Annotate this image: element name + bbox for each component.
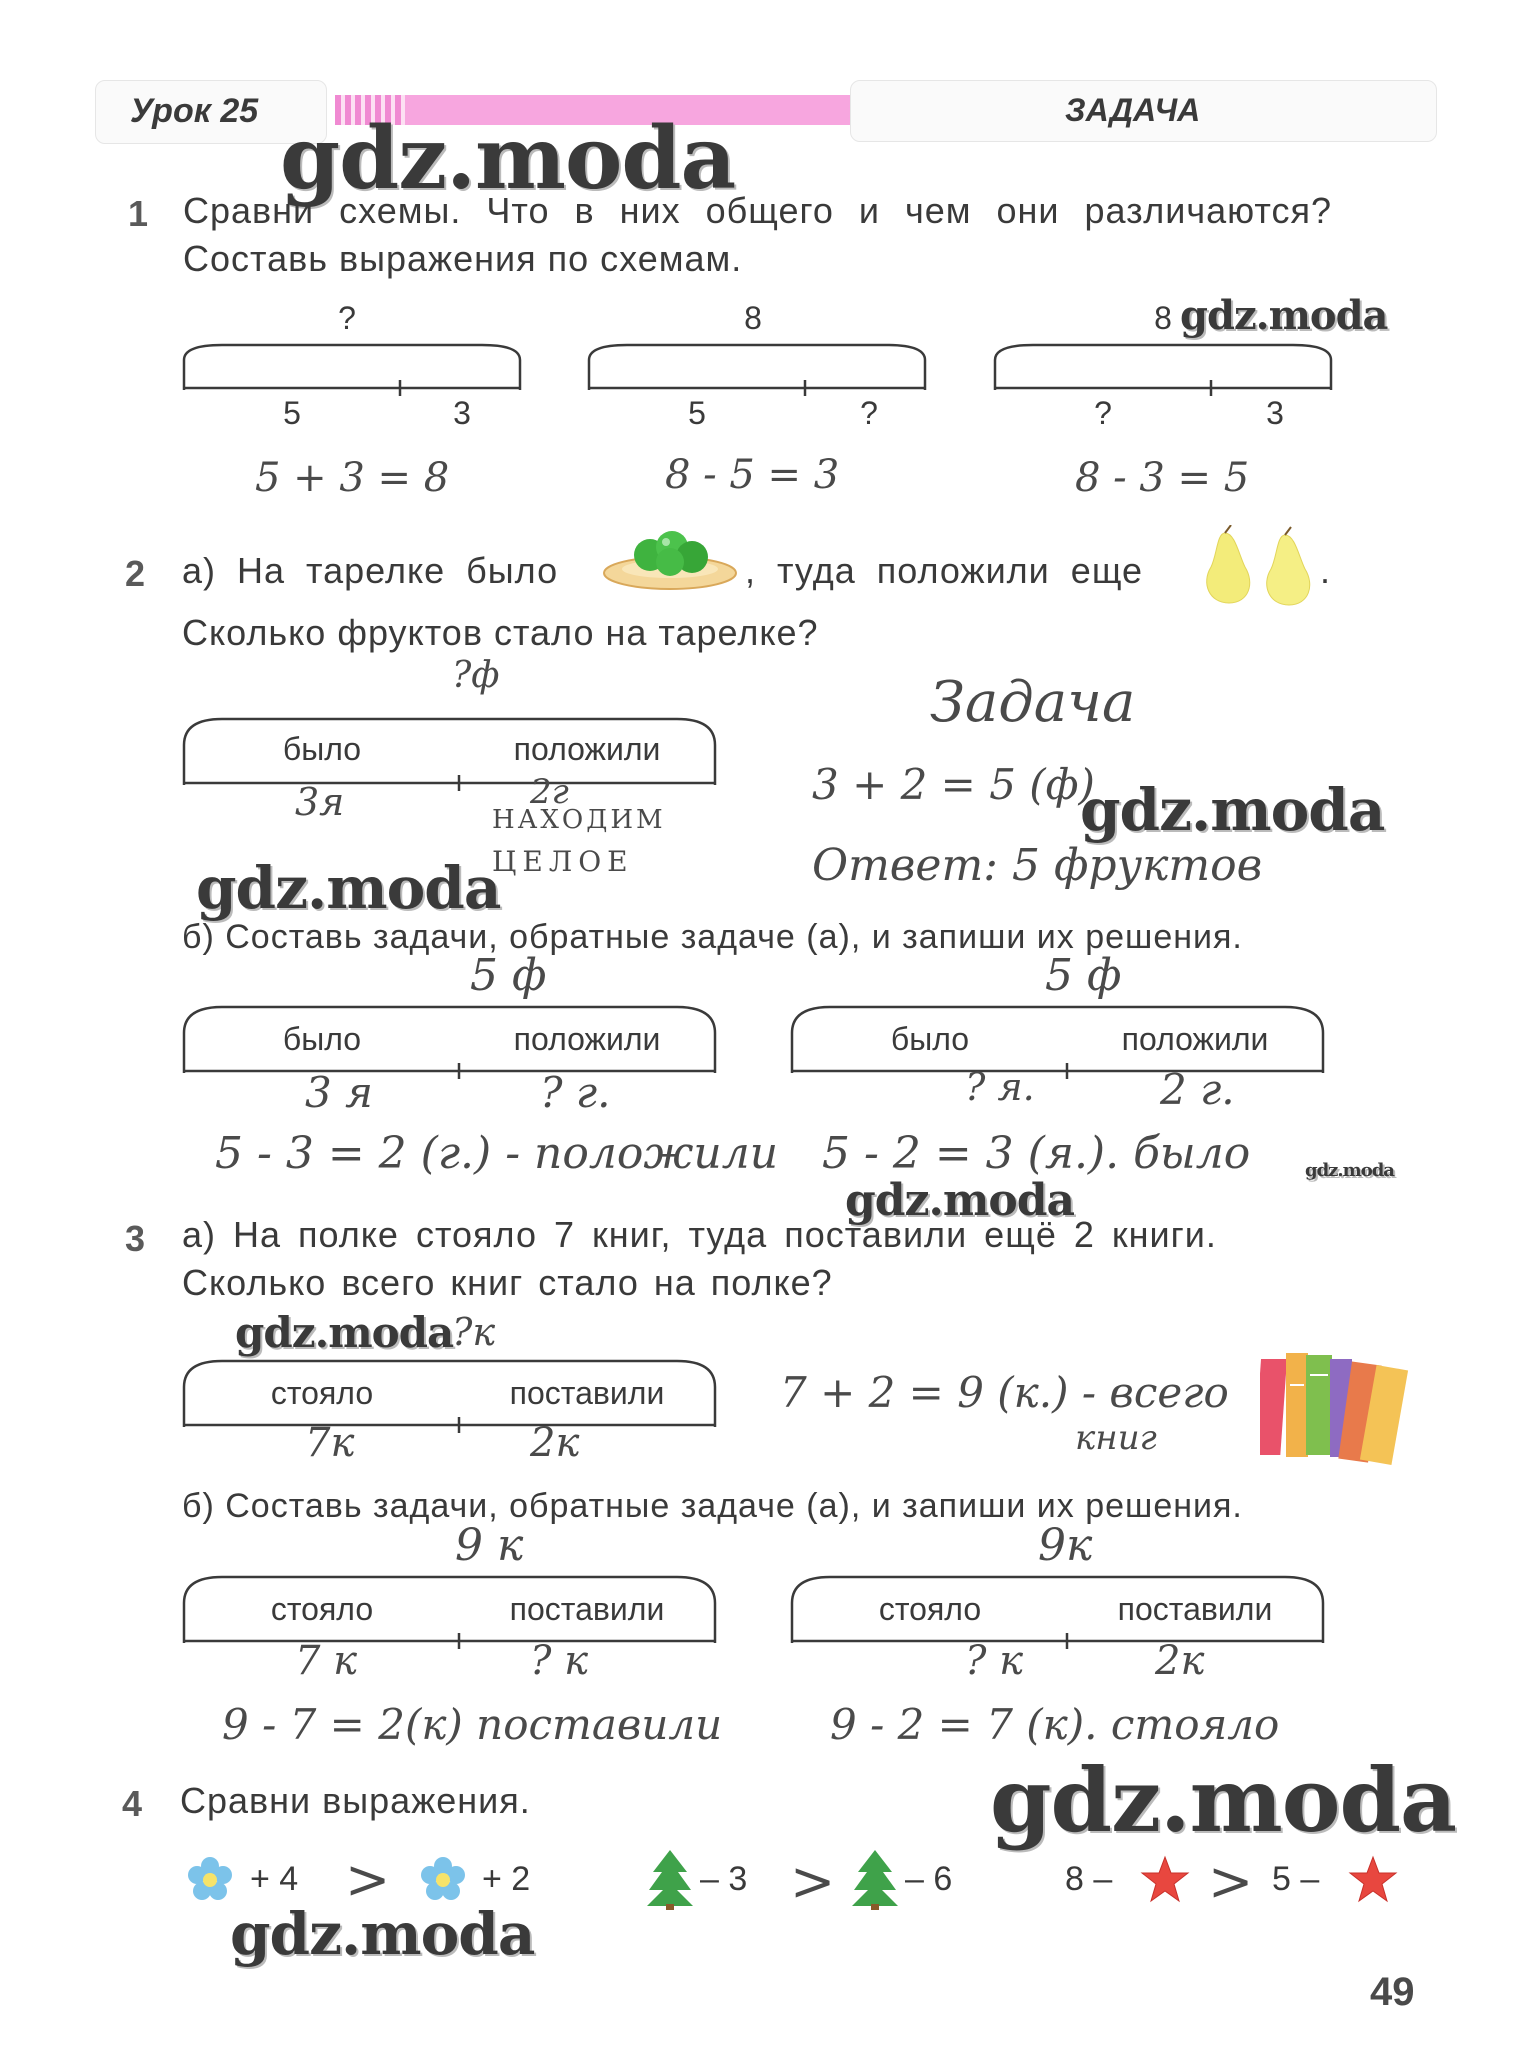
task-text: , туда положили еще — [745, 550, 1144, 591]
segment-label-whole: стояло — [270, 1591, 374, 1627]
segment-scheme — [182, 715, 717, 815]
expression-part: – 6 — [905, 1860, 953, 1898]
segment-label-whole: было — [282, 731, 362, 767]
page-number: 49 — [1370, 1970, 1415, 2014]
task-text: Составь выражения по схемам. — [183, 238, 743, 279]
handwritten-label: 7к — [305, 1420, 355, 1466]
handwritten-note: НАХОДИМ — [492, 805, 666, 835]
watermark: gdz.moda — [845, 1175, 1075, 1226]
scheme-right-label: 3 — [1266, 395, 1284, 431]
task-number: 1 — [128, 193, 149, 234]
segment-label-part: положили — [513, 731, 661, 767]
expression-part: 8 – — [1065, 1860, 1113, 1898]
watermark: gdz.moda — [1080, 776, 1385, 844]
task-text: Сравни выражения. — [180, 1780, 531, 1821]
segment-label-whole: стояло — [878, 1591, 982, 1627]
scheme-top-label: ? — [338, 300, 356, 336]
segment-label-part: положили — [513, 1021, 661, 1057]
expression-part: + 4 — [250, 1860, 299, 1898]
segment-scheme — [182, 1573, 717, 1673]
task-text: Сравни схемы. Что в них общего и чем они различаются? — [183, 190, 1332, 231]
segment-label-whole: было — [282, 1021, 362, 1057]
books-image — [1260, 1345, 1410, 1470]
segment-label-part: поставили — [1117, 1591, 1273, 1627]
lesson-number: Урок 25 — [130, 92, 259, 130]
scheme-right-label: ? — [860, 395, 878, 431]
handwritten-label: ? г. — [540, 1068, 611, 1117]
scheme-top-label: 9к — [1038, 1520, 1093, 1571]
task-text: а) На полке стояло 7 книг, туда поставили ещё 2 книги. — [182, 1214, 1217, 1255]
task-text: Сколько фруктов стало на тарелке? — [182, 612, 819, 653]
handwritten-solution: 3 + 2 = 5 (ф) — [812, 760, 1095, 809]
watermark: gdz.moda — [280, 108, 736, 209]
segment-scheme — [790, 1573, 1325, 1673]
handwritten-solution: 5 - 2 = 3 (я.). было — [822, 1128, 1251, 1179]
watermark: gdz.moda — [196, 854, 501, 922]
scheme-right-label: 3 — [453, 395, 471, 431]
lesson-topic: ЗАДАЧА — [1065, 92, 1201, 128]
segment-scheme — [993, 300, 1333, 440]
expression-part: 5 – — [1272, 1860, 1320, 1898]
scheme-top-label: 8 — [744, 300, 762, 336]
flower-icon — [185, 1855, 235, 1905]
segment-label-part: положили — [1121, 1021, 1269, 1057]
handwritten-label: 2к — [530, 1420, 580, 1466]
scheme-top-label: ?к — [452, 1310, 496, 1354]
task-text: Сколько всего книг стало на полке? — [182, 1262, 833, 1303]
task-text: б) Составь задачи, обратные задаче (а), и запиши их решения. — [182, 918, 1243, 956]
flower-icon — [418, 1855, 468, 1905]
handwritten-label: ? к — [530, 1638, 589, 1684]
segment-label-part: поставили — [509, 1591, 665, 1627]
handwritten-label: 3я — [295, 780, 345, 824]
segment-scheme — [182, 300, 522, 440]
segment-label-whole: было — [890, 1021, 970, 1057]
handwritten-answer: 5 + 3 = 8 — [255, 455, 450, 501]
scheme-top-label: 9 к — [455, 1520, 524, 1571]
watermark: gdz.moda — [230, 1900, 535, 1968]
task-number: 2 — [125, 553, 146, 594]
expression-part: + 2 — [482, 1860, 531, 1898]
task-number: 4 — [122, 1783, 143, 1824]
tree-icon — [645, 1848, 695, 1910]
handwritten-label: 2к — [1155, 1638, 1205, 1684]
handwritten-solution: 7 + 2 = 9 (к.) - всего — [780, 1368, 1229, 1417]
handwritten-solution: 9 - 7 = 2(к) поставили — [222, 1700, 723, 1749]
pears-image — [1195, 525, 1320, 610]
handwritten-label: 2 г. — [1160, 1065, 1235, 1114]
handwritten-note: ЦЕЛОЕ — [492, 845, 634, 878]
task-text: а) На тарелке было — [182, 550, 559, 591]
watermark: gdz.moda — [1305, 1160, 1394, 1181]
handwritten-title: Задача — [930, 670, 1136, 735]
tree-icon — [850, 1848, 900, 1910]
comparison-sign: > — [345, 1848, 391, 1911]
scheme-top-label: 5 ф — [1045, 950, 1122, 1001]
handwritten-solution: 5 - 3 = 2 (г.) - положили — [215, 1128, 779, 1179]
handwritten-answer: 8 - 3 = 5 — [1075, 455, 1250, 501]
segment-label-part: поставили — [509, 1375, 665, 1411]
segment-scheme — [182, 1357, 717, 1457]
handwritten-answer: Ответ: 5 фруктов — [812, 840, 1263, 891]
handwritten-label: 7 к — [295, 1638, 358, 1684]
scheme-left-label: 5 — [283, 395, 301, 431]
scheme-top-label: ?ф — [452, 655, 500, 696]
handwritten-label: 3 я — [305, 1068, 373, 1117]
task-number: 3 — [125, 1218, 146, 1259]
handwritten-label: ? я. — [965, 1065, 1035, 1109]
plate-of-apples-image — [600, 515, 740, 595]
segment-label-whole: стояло — [270, 1375, 374, 1411]
segment-scheme — [790, 1003, 1325, 1103]
handwritten-label: ? к — [965, 1638, 1024, 1684]
watermark: gdz.moda — [235, 1308, 454, 1357]
comparison-sign: > — [790, 1850, 836, 1913]
handwritten-answer: 8 - 5 = 3 — [665, 452, 840, 498]
segment-scheme — [182, 1003, 717, 1103]
scheme-top-label: 5 ф — [470, 950, 547, 1001]
scheme-top-label: 8 — [1154, 300, 1172, 336]
handwritten-solution: книг — [1075, 1418, 1157, 1458]
watermark: gdz.moda — [990, 1748, 1457, 1852]
comparison-sign: > — [1208, 1850, 1254, 1913]
star-icon — [1140, 1855, 1190, 1905]
task-text: б) Составь задачи, обратные задаче (а), и запиши их решения. — [182, 1487, 1243, 1525]
scheme-left-label: 5 — [688, 395, 706, 431]
segment-scheme — [587, 300, 927, 440]
star-icon — [1348, 1855, 1398, 1905]
handwritten-solution: 9 - 2 = 7 (к). стояло — [830, 1700, 1280, 1749]
expression-part: – 3 — [700, 1860, 748, 1898]
handwritten-label: 2г — [530, 772, 569, 812]
scheme-left-label: ? — [1094, 395, 1112, 431]
task-text: . — [1320, 550, 1332, 591]
watermark: gdz.moda — [1180, 292, 1388, 339]
